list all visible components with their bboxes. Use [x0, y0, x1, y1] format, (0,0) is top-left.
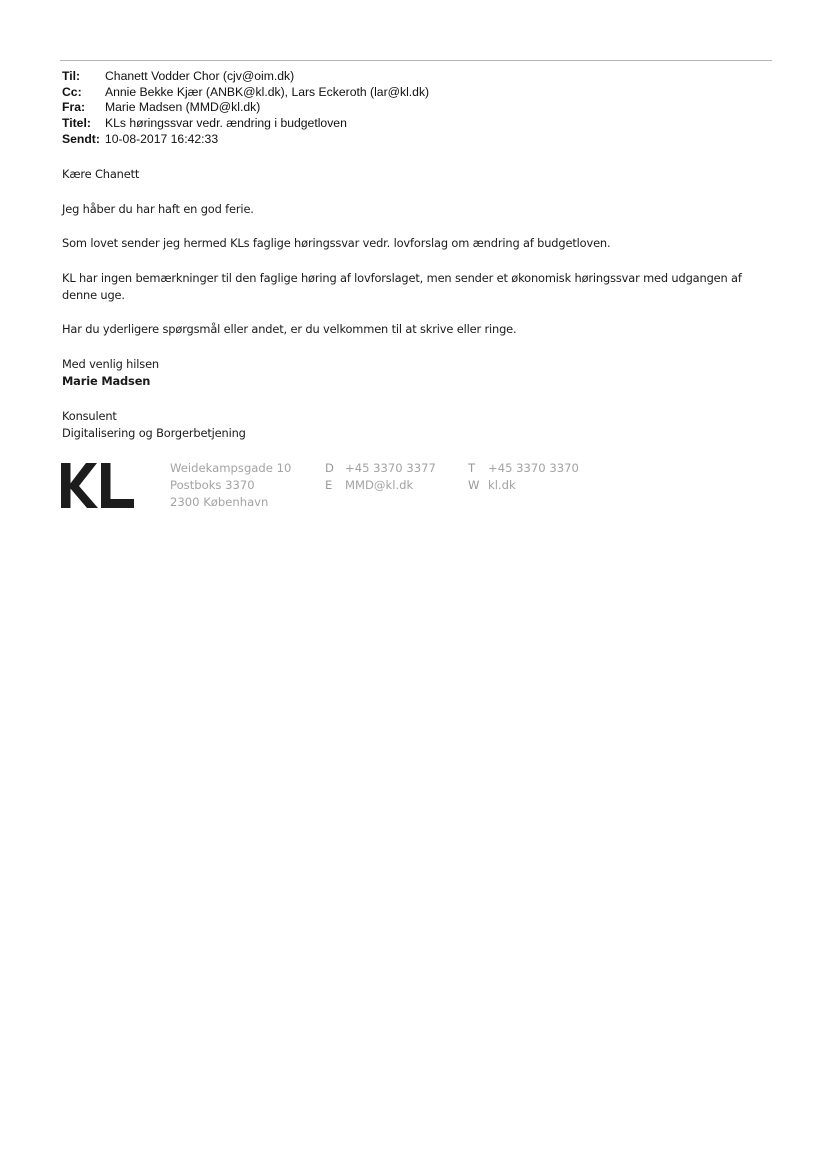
address-line-2: Postboks 3370	[170, 478, 255, 492]
cc-label: Cc:	[62, 84, 82, 99]
direct-phone: +45 3370 3377	[345, 461, 436, 475]
main-phone: +45 3370 3370	[488, 461, 579, 475]
to-label: Til:	[62, 69, 81, 83]
signature-phone-web	[468, 460, 579, 494]
subject-row	[62, 116, 429, 132]
from-value: Marie Madsen (MMD@kl.dk)	[105, 100, 261, 115]
website-link[interactable]: kl.dk	[488, 478, 516, 492]
from-row	[62, 100, 429, 116]
email-address[interactable]: MMD@kl.dk	[345, 478, 414, 492]
closing: Med venlig hilsen	[62, 357, 159, 371]
sender-department: Digitalisering og Borgerbetjening	[62, 426, 246, 440]
subject-value: KLs høringssvar vedr. ændring i budgetloven	[105, 116, 347, 131]
greeting: Kære Chanett	[62, 167, 140, 181]
sent-value: 10-08-2017 16:42:33	[104, 131, 219, 146]
email-header	[62, 69, 429, 148]
paragraph-3-line-1: KL har ingen bemærkninger til den faglige høring af lovforslaget, men sender et økonomisk høringssvar med udgangen af	[62, 271, 742, 285]
cc-row	[62, 85, 429, 101]
from-label: Fra:	[62, 100, 86, 115]
address-line-3: 2300 København	[170, 495, 269, 509]
sent-label: Sendt:	[62, 131, 100, 146]
paragraph-1: Jeg håber du har haft en god ferie.	[62, 202, 254, 216]
sender-name: Marie Madsen	[62, 374, 151, 388]
subject-label: Titel:	[62, 116, 91, 131]
cc-value: Annie Bekke Kjær (ANBK@kl.dk), Lars Eckeroth (lar@kl.dk)	[105, 84, 430, 99]
web-label: W	[468, 478, 480, 492]
to-row	[62, 69, 429, 85]
paragraph-3-line-2: denne uge.	[62, 288, 125, 302]
phone-label: T	[468, 461, 476, 475]
address-line-1: Weidekampsgade 10	[170, 461, 292, 475]
to-value: Chanett Vodder Chor (cjv@oim.dk)	[105, 69, 295, 83]
direct-label: D	[325, 461, 334, 475]
kl-logo	[61, 463, 134, 508]
sent-row	[62, 132, 429, 148]
signature-address	[170, 460, 291, 511]
paragraph-4: Har du yderligere spørgsmål eller andet, er du velkommen til at skrive eller ringe.	[62, 322, 517, 336]
email-label: E	[325, 478, 333, 492]
top-divider	[60, 60, 772, 61]
paragraph-2: Som lovet sender jeg hermed KLs faglige høringssvar vedr. lovforslag om ændring af budgetloven.	[62, 236, 611, 250]
sender-title: Konsulent	[62, 409, 117, 423]
signature-direct-email	[325, 460, 436, 494]
